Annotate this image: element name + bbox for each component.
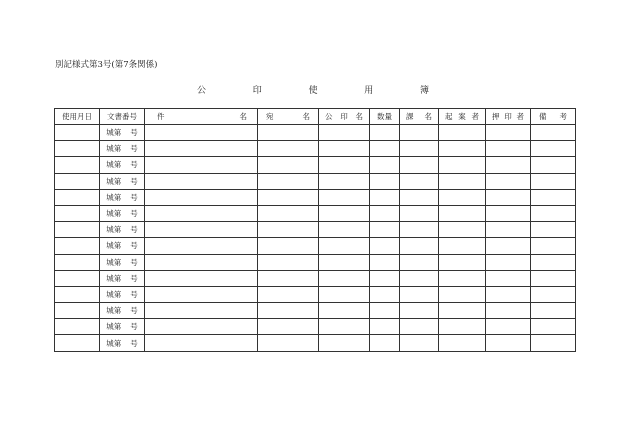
doc-no-prefix: 城第 [106, 306, 122, 316]
header-stamper [486, 109, 531, 125]
cell-seal-name [319, 254, 370, 270]
cell-drafter [439, 335, 486, 351]
cell-quantity [370, 270, 400, 286]
cell-doc-no [100, 286, 145, 302]
cell-date [55, 222, 100, 238]
header-remarks-char: 考 [559, 112, 567, 121]
cell-remarks [531, 254, 576, 270]
doc-no-prefix: 城第 [106, 128, 122, 138]
cell-drafter [439, 238, 486, 254]
header-addressee [258, 109, 319, 125]
cell-stamper [486, 270, 531, 286]
cell-stamper [486, 254, 531, 270]
table-row [55, 141, 576, 157]
table-header-row [55, 109, 576, 125]
cell-quantity [370, 125, 400, 141]
cell-date [55, 173, 100, 189]
cell-addressee [258, 173, 319, 189]
cell-subject [145, 173, 258, 189]
cell-seal-name [319, 173, 370, 189]
cell-stamper [486, 222, 531, 238]
cell-seal-name [319, 303, 370, 319]
cell-date [55, 319, 100, 335]
cell-quantity [370, 222, 400, 238]
table-row [55, 238, 576, 254]
doc-no-prefix: 城第 [106, 273, 122, 283]
header-drafter [439, 109, 486, 125]
cell-date [55, 141, 100, 157]
table-row [55, 335, 576, 351]
header-section-char: 課 [406, 112, 414, 121]
cell-quantity [370, 189, 400, 205]
cell-quantity [370, 286, 400, 302]
table-row [55, 173, 576, 189]
header-subject-char: 名 [239, 112, 247, 121]
doc-no-suffix: 号 [130, 176, 138, 186]
cell-doc-no [100, 157, 145, 173]
doc-no-suffix: 号 [130, 192, 138, 202]
cell-addressee [258, 303, 319, 319]
cell-doc-no [100, 222, 145, 238]
cell-addressee [258, 254, 319, 270]
form-label: 別記様式第3号(第7条関係) [55, 60, 158, 70]
cell-subject [145, 319, 258, 335]
cell-date [55, 335, 100, 351]
doc-no-suffix: 号 [130, 289, 138, 299]
cell-quantity [370, 157, 400, 173]
form-title-char: 簿 [419, 86, 429, 96]
cell-addressee [258, 319, 319, 335]
table-row [55, 319, 576, 335]
cell-doc-no [100, 254, 145, 270]
doc-no-prefix: 城第 [106, 209, 122, 219]
header-drafter-char: 起 [445, 112, 453, 121]
cell-section [400, 286, 439, 302]
doc-no-prefix: 城第 [106, 192, 122, 202]
cell-section [400, 238, 439, 254]
header-subject-char: 件 [157, 112, 165, 121]
doc-no-suffix: 号 [130, 273, 138, 283]
doc-no-prefix: 城第 [106, 160, 122, 170]
cell-stamper [486, 157, 531, 173]
header-addressee-char: 宛 [266, 112, 274, 121]
cell-drafter [439, 125, 486, 141]
cell-subject [145, 141, 258, 157]
doc-no-suffix: 号 [130, 209, 138, 219]
cell-subject [145, 189, 258, 205]
doc-no-suffix: 号 [130, 128, 138, 138]
cell-section [400, 270, 439, 286]
cell-remarks [531, 270, 576, 286]
cell-addressee [258, 141, 319, 157]
seal-usage-ledger-table [54, 108, 576, 352]
cell-date [55, 238, 100, 254]
cell-addressee [258, 238, 319, 254]
cell-quantity [370, 141, 400, 157]
cell-remarks [531, 335, 576, 351]
cell-remarks [531, 189, 576, 205]
cell-section [400, 205, 439, 221]
cell-doc-no [100, 173, 145, 189]
doc-no-suffix: 号 [130, 322, 138, 332]
doc-no-prefix: 城第 [106, 225, 122, 235]
cell-seal-name [319, 238, 370, 254]
cell-section [400, 319, 439, 335]
cell-seal-name [319, 205, 370, 221]
doc-no-prefix: 城第 [106, 241, 122, 251]
cell-section [400, 303, 439, 319]
cell-remarks [531, 238, 576, 254]
cell-date [55, 303, 100, 319]
cell-addressee [258, 157, 319, 173]
cell-stamper [486, 141, 531, 157]
cell-section [400, 335, 439, 351]
cell-remarks [531, 205, 576, 221]
header-section [400, 109, 439, 125]
cell-doc-no [100, 270, 145, 286]
header-seal-name-char: 印 [340, 112, 348, 121]
table-body [55, 125, 576, 352]
table-row [55, 303, 576, 319]
table-row [55, 222, 576, 238]
cell-date [55, 157, 100, 173]
doc-no-suffix: 号 [130, 160, 138, 170]
cell-remarks [531, 125, 576, 141]
header-section-char: 名 [424, 112, 432, 121]
cell-subject [145, 125, 258, 141]
header-seal-name-char: 公 [325, 112, 333, 121]
cell-quantity [370, 319, 400, 335]
doc-no-prefix: 城第 [106, 176, 122, 186]
cell-addressee [258, 125, 319, 141]
cell-drafter [439, 157, 486, 173]
doc-no-prefix: 城第 [106, 289, 122, 299]
cell-addressee [258, 222, 319, 238]
cell-remarks [531, 141, 576, 157]
doc-no-suffix: 号 [130, 241, 138, 251]
table-row [55, 270, 576, 286]
cell-seal-name [319, 157, 370, 173]
table-row [55, 189, 576, 205]
cell-doc-no [100, 189, 145, 205]
cell-drafter [439, 254, 486, 270]
cell-drafter [439, 303, 486, 319]
cell-section [400, 141, 439, 157]
cell-drafter [439, 270, 486, 286]
cell-remarks [531, 222, 576, 238]
header-stamper-char: 印 [504, 112, 512, 121]
cell-addressee [258, 335, 319, 351]
header-drafter-char: 案 [458, 112, 466, 121]
cell-doc-no [100, 141, 145, 157]
cell-addressee [258, 286, 319, 302]
cell-seal-name [319, 270, 370, 286]
cell-doc-no [100, 319, 145, 335]
cell-seal-name [319, 319, 370, 335]
table-row [55, 205, 576, 221]
cell-section [400, 189, 439, 205]
doc-no-prefix: 城第 [106, 322, 122, 332]
cell-date [55, 270, 100, 286]
cell-doc-no [100, 335, 145, 351]
cell-stamper [486, 286, 531, 302]
cell-stamper [486, 335, 531, 351]
cell-section [400, 173, 439, 189]
cell-seal-name [319, 286, 370, 302]
header-quantity: 数量 [370, 109, 400, 125]
doc-no-prefix: 城第 [106, 144, 122, 154]
cell-quantity [370, 173, 400, 189]
form-title-char: 印 [252, 86, 262, 96]
doc-no-prefix: 城第 [106, 257, 122, 267]
cell-section [400, 254, 439, 270]
doc-no-suffix: 号 [130, 338, 138, 348]
header-addressee-char: 名 [302, 112, 310, 121]
cell-drafter [439, 286, 486, 302]
form-title-char: 用 [364, 86, 374, 96]
form-title [197, 83, 429, 96]
cell-remarks [531, 157, 576, 173]
cell-drafter [439, 319, 486, 335]
cell-seal-name [319, 141, 370, 157]
cell-stamper [486, 125, 531, 141]
cell-quantity [370, 254, 400, 270]
cell-stamper [486, 205, 531, 221]
cell-remarks [531, 303, 576, 319]
cell-doc-no [100, 125, 145, 141]
cell-doc-no [100, 205, 145, 221]
cell-drafter [439, 189, 486, 205]
cell-section [400, 157, 439, 173]
cell-subject [145, 222, 258, 238]
cell-remarks [531, 173, 576, 189]
form-title-char: 使 [308, 86, 318, 96]
header-date: 使用月日 [55, 109, 100, 125]
cell-subject [145, 205, 258, 221]
cell-date [55, 125, 100, 141]
doc-no-suffix: 号 [130, 144, 138, 154]
cell-drafter [439, 141, 486, 157]
doc-no-suffix: 号 [130, 306, 138, 316]
cell-stamper [486, 189, 531, 205]
header-stamper-char: 押 [492, 112, 500, 121]
cell-stamper [486, 319, 531, 335]
cell-subject [145, 270, 258, 286]
cell-drafter [439, 173, 486, 189]
header-remarks-char: 備 [539, 112, 547, 121]
doc-no-suffix: 号 [130, 225, 138, 235]
header-remarks [531, 109, 576, 125]
table-row [55, 157, 576, 173]
cell-drafter [439, 222, 486, 238]
cell-doc-no [100, 238, 145, 254]
cell-quantity [370, 303, 400, 319]
cell-subject [145, 157, 258, 173]
cell-seal-name [319, 125, 370, 141]
cell-date [55, 286, 100, 302]
cell-addressee [258, 205, 319, 221]
cell-quantity [370, 205, 400, 221]
cell-seal-name [319, 189, 370, 205]
cell-remarks [531, 319, 576, 335]
cell-quantity [370, 335, 400, 351]
header-stamper-char: 者 [516, 112, 524, 121]
cell-date [55, 189, 100, 205]
header-subject [145, 109, 258, 125]
cell-subject [145, 335, 258, 351]
header-doc-no: 文書番号 [100, 109, 145, 125]
cell-date [55, 254, 100, 270]
cell-subject [145, 286, 258, 302]
cell-seal-name [319, 335, 370, 351]
cell-doc-no [100, 303, 145, 319]
header-seal-name [319, 109, 370, 125]
table-row [55, 286, 576, 302]
header-drafter-char: 者 [471, 112, 479, 121]
cell-subject [145, 303, 258, 319]
doc-no-prefix: 城第 [106, 338, 122, 348]
cell-section [400, 222, 439, 238]
cell-quantity [370, 238, 400, 254]
cell-date [55, 205, 100, 221]
table-row [55, 125, 576, 141]
cell-subject [145, 254, 258, 270]
form-title-char: 公 [197, 86, 207, 96]
cell-seal-name [319, 222, 370, 238]
cell-subject [145, 238, 258, 254]
cell-stamper [486, 303, 531, 319]
cell-stamper [486, 173, 531, 189]
table-row [55, 254, 576, 270]
cell-section [400, 125, 439, 141]
cell-remarks [531, 286, 576, 302]
cell-stamper [486, 238, 531, 254]
cell-addressee [258, 189, 319, 205]
cell-addressee [258, 270, 319, 286]
cell-drafter [439, 205, 486, 221]
doc-no-suffix: 号 [130, 257, 138, 267]
header-seal-name-char: 名 [355, 112, 363, 121]
